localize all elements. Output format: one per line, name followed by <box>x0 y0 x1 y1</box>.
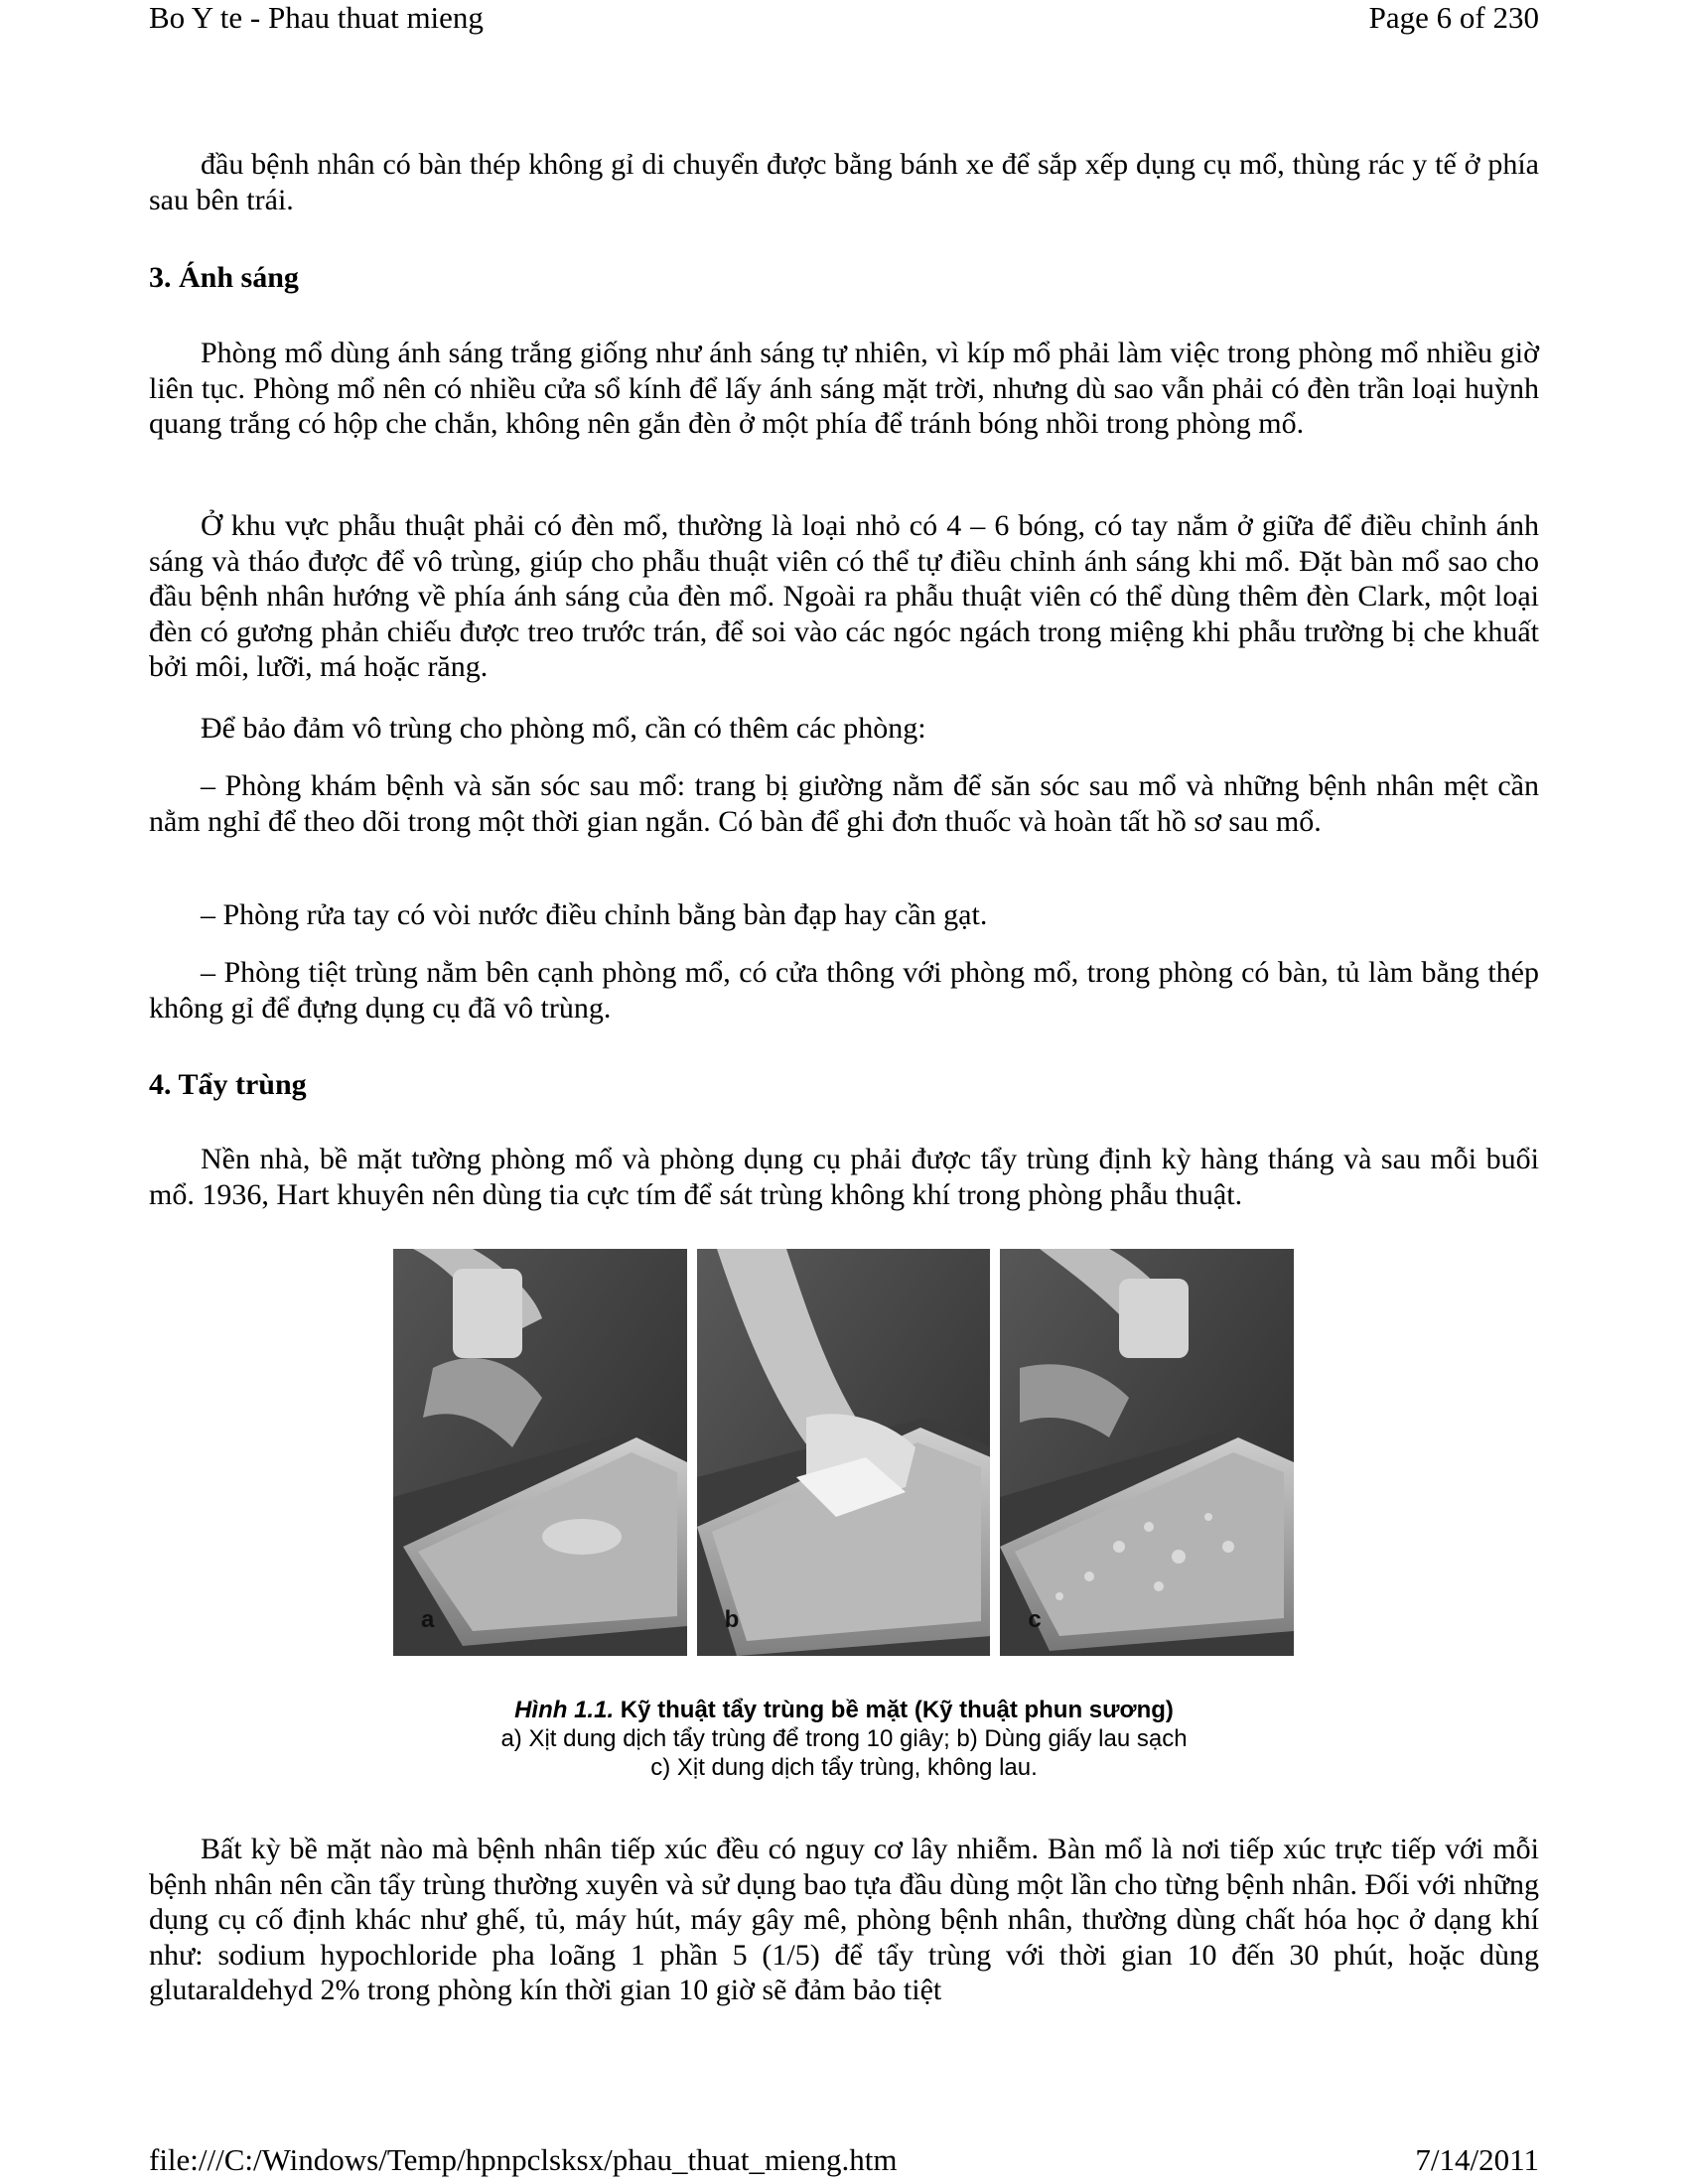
paragraph-lighting-2: Ở khu vực phẫu thuật phải có đèn mổ, thường là loại nhỏ có 4 – 6 bóng, có tay nắm ở giữa để điều chỉnh ánh sáng và tháo được để vô trùng, giúp cho phẫu thuật viên có thể tự điều chỉnh ánh sáng khi mổ. Đặt bàn mổ sao cho đầu bệnh nhân hướng về phía ánh sáng của đèn mổ. Ngoài ra phẫu thuật viên có thể dùng thêm đèn Clark, một loại đèn có gương phản chiếu được treo trước trán, để soi vào các ngóc ngách trong miệng khi phẫu trường bị che khuất bởi môi, lưỡi, má hoặc răng. <box>149 509 1539 683</box>
photo-b-wiping <box>697 1249 991 1656</box>
photo-label-a: a <box>421 1606 435 1633</box>
page-footer <box>149 2142 1539 2178</box>
section-heading-disinfection: 4. Tẩy trùng <box>149 1068 307 1101</box>
caption-title <box>149 1696 1539 1724</box>
paragraph-intro: đầu bệnh nhân có bàn thép không gỉ di chuyển được bằng bánh xe để sắp xếp dụng cụ mổ, thùng rác y tế ở phía sau bên trái. <box>149 148 1539 216</box>
document-body <box>149 0 1539 2134</box>
photo-a-spraying <box>393 1249 687 1656</box>
paragraph-lighting-1: Phòng mổ dùng ánh sáng trắng giống như ánh sáng tự nhiên, vì kíp mổ phải làm việc trong phòng mổ nhiều giờ liên tục. Phòng mổ nên có nhiều cửa sổ kính để lấy ánh sáng mặt trời, nhưng dù sao vẫn phải có đèn trần loại huỳnh quang trắng có hộp che chắn, không nên gắn đèn ở một phía để tránh bóng nhồi trong phòng mổ. <box>149 337 1539 440</box>
print-date: 7/14/2011 <box>1415 2142 1539 2177</box>
caption-line-ab: a) Xịt dung dịch tẩy trùng để trong 10 giây; b) Dùng giấy lau sạch <box>500 1725 1188 1752</box>
paragraph-room-sterilization: – Phòng tiệt trùng nằm bên cạnh phòng mổ, có cửa thông với phòng mổ, trong phòng có bàn, tủ làm bằng thép không gỉ để đựng dụng cụ đã vô trùng. <box>149 956 1539 1024</box>
paragraph-disinfection: Nền nhà, bề mặt tường phòng mổ và phòng dụng cụ phải được tẩy trùng định kỳ hàng tháng và sau mỗi buổi mổ. 1936, Hart khuyên nên dùng tia cực tím để sát trùng không khí trong phòng phẫu thuật. <box>149 1143 1539 1211</box>
photo-label-c: c <box>1028 1606 1042 1633</box>
photo-label-b: b <box>724 1606 740 1633</box>
file-path: file:///C:/Windows/Temp/hpnpclsksx/phau_thuat_mieng.htm <box>149 2142 898 2177</box>
photo-c-spraying-no-wipe <box>1000 1249 1294 1656</box>
paragraph-final: Bất kỳ bề mặt nào mà bệnh nhân tiếp xúc đều có nguy cơ lây nhiễm. Bàn mổ là nơi tiếp xúc trực tiếp với mỗi bệnh nhân nên cần tẩy trùng thường xuyên và sử dụng bao tựa đầu dùng một lần cho từng bệnh nhân. Đối với những dụng cụ cố định khác như ghế, tủ, máy hút, máy gây mê, phòng bệnh nhân, thường dùng chất hóa học ở dạng khí như: sodium hypochloride pha loãng 1 phần 5 (1/5) để tẩy trùng với thời gian 10 đến 30 phút, hoặc dùng glutaraldehyd 2% trong phòng kín thời gian 10 giờ sẽ đảm bảo tiệt <box>149 1833 1539 2006</box>
section-heading-lighting: 3. Ánh sáng <box>149 261 299 294</box>
page-number: Page 6 of 230 <box>1368 0 1539 35</box>
caption-title-text: Kỹ thuật tẩy trùng bề mặt (Kỹ thuật phun sương) <box>614 1697 1174 1723</box>
paragraph-room-exam: – Phòng khám bệnh và săn sóc sau mổ: trang bị giường nằm để săn sóc sau mổ và những bệnh nhân mệt cần nằm nghỉ để theo dõi trong một thời gian ngắn. Có bàn để ghi đơn thuốc và hoàn tất hồ sơ sau mổ. <box>149 769 1539 838</box>
paragraph-room-handwash: – Phòng rửa tay có vòi nước điều chỉnh bằng bàn đạp hay cần gạt. <box>201 898 988 931</box>
figure-caption <box>149 1696 1539 1782</box>
document-title: Bo Y te - Phau thuat mieng <box>149 0 484 35</box>
caption-figure-number: Hình 1.1. <box>514 1697 615 1723</box>
caption-line-c: c) Xịt dung dịch tẩy trùng, không lau. <box>650 1754 1038 1781</box>
figure-surface-disinfection <box>393 1249 1294 1656</box>
paragraph-rooms: Để bảo đảm vô trùng cho phòng mổ, cần có thêm các phòng: <box>201 712 926 745</box>
